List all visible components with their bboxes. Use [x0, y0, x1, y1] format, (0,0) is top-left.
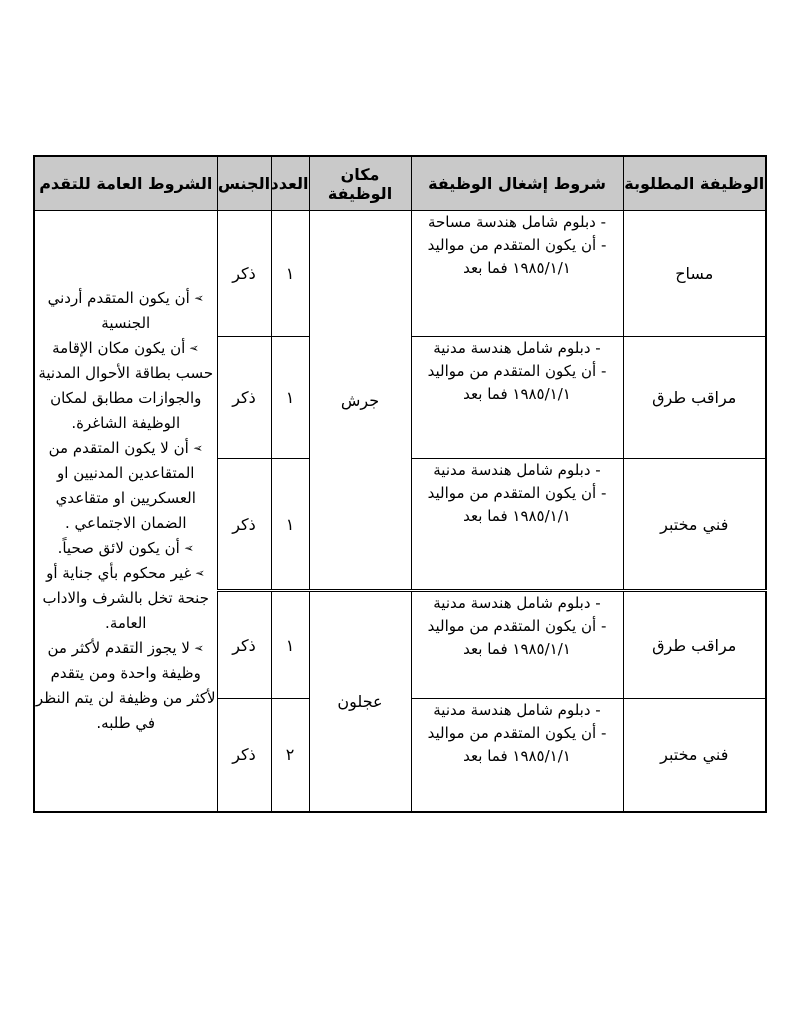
count-cell: ١ — [271, 459, 309, 591]
general-condition-item — [35, 286, 217, 336]
general-condition-text: أن يكون المتقدم أردني الجنسية — [47, 288, 190, 332]
arrow-bullet-icon: ➢ — [193, 640, 204, 655]
column-header-count: العدد — [271, 156, 309, 211]
gender-cell: ذكر — [217, 211, 271, 337]
condition-line: - دبلوم شامل هندسة مدنية — [433, 461, 601, 479]
general-condition-item — [35, 536, 217, 561]
arrow-bullet-icon: ➢ — [189, 340, 200, 355]
job-title-cell: فني مختبر — [623, 699, 766, 812]
count-cell: ١ — [271, 211, 309, 337]
location-cell-ajloun: عجلون — [309, 591, 411, 812]
general-condition-text: لا يجوز التقدم لأكثر من وظيفة واحدة ومن يتقدم لأكثر من وظيفة لن يتم النظر في طلبه. — [35, 638, 216, 732]
condition-line: - أن يكون المتقدم من مواليد ١٩٨٥/١/١ فما بعد — [427, 484, 607, 525]
arrow-bullet-icon: ➢ — [195, 565, 206, 580]
count-cell: ٢ — [271, 699, 309, 812]
condition-line: - دبلوم شامل هندسة مدنية — [433, 594, 601, 612]
job-conditions-cell — [411, 699, 623, 812]
table-header-row — [34, 156, 766, 211]
condition-line: - دبلوم شامل هندسة مدنية — [433, 701, 601, 719]
gender-cell: ذكر — [217, 591, 271, 699]
job-conditions-cell — [411, 459, 623, 591]
condition-line: - أن يكون المتقدم من مواليد ١٩٨٥/١/١ فما بعد — [427, 236, 607, 277]
job-title-cell: فني مختبر — [623, 459, 766, 591]
count-cell: ١ — [271, 337, 309, 459]
job-conditions-cell — [411, 211, 623, 337]
table-row — [34, 211, 766, 337]
general-conditions-cell — [34, 211, 217, 812]
arrow-bullet-icon: ➢ — [192, 440, 203, 455]
condition-line: - دبلوم شامل هندسة مدنية — [433, 339, 601, 357]
general-condition-text: غير محكوم بأي جناية أو جنحة تخل بالشرف والاداب العامة. — [42, 563, 209, 632]
arrow-bullet-icon: ➢ — [183, 540, 194, 555]
general-condition-item — [35, 561, 217, 636]
job-title-cell: مراقب طرق — [623, 591, 766, 699]
count-cell: ١ — [271, 591, 309, 699]
column-header-required-job: الوظيفة المطلوبة — [623, 156, 766, 211]
general-condition-item — [35, 336, 217, 436]
gender-cell: ذكر — [217, 459, 271, 591]
arrow-bullet-icon: ➢ — [193, 290, 204, 305]
general-condition-text: أن لا يكون المتقدم من المتقاعدين المدنيين او العسكريين او متقاعدي الضمان الاجتماعي . — [48, 438, 196, 532]
condition-line: - دبلوم شامل هندسة مساحة — [427, 213, 607, 231]
general-condition-item — [35, 636, 217, 736]
condition-line: - أن يكون المتقدم من مواليد ١٩٨٥/١/١ فما بعد — [427, 362, 607, 403]
gender-cell: ذكر — [217, 699, 271, 812]
column-header-gender: الجنس — [217, 156, 271, 211]
job-conditions-cell — [411, 337, 623, 459]
column-header-occupation-conditions: شروط إشغال الوظيفة — [411, 156, 623, 211]
gender-cell: ذكر — [217, 337, 271, 459]
condition-line: - أن يكون المتقدم من مواليد ١٩٨٥/١/١ فما بعد — [427, 724, 607, 765]
general-condition-text: أن يكون مكان الإقامة حسب بطاقة الأحوال المدنية والجوازات مطابق لمكان الوظيفة الشاغرة. — [38, 338, 214, 432]
location-cell-jerash: جرش — [309, 211, 411, 591]
job-conditions-cell — [411, 591, 623, 699]
job-title-cell: مراقب طرق — [623, 337, 766, 459]
column-header-general-conditions: الشروط العامة للتقدم — [34, 156, 217, 211]
general-condition-text: أن يكون لائق صحياً. — [57, 538, 180, 557]
recruitment-table — [33, 155, 767, 813]
job-title-cell: مساح — [623, 211, 766, 337]
column-header-job-location: مكان الوظيفة — [309, 156, 411, 211]
condition-line: - أن يكون المتقدم من مواليد ١٩٨٥/١/١ فما بعد — [427, 617, 607, 658]
general-condition-item — [35, 436, 217, 536]
